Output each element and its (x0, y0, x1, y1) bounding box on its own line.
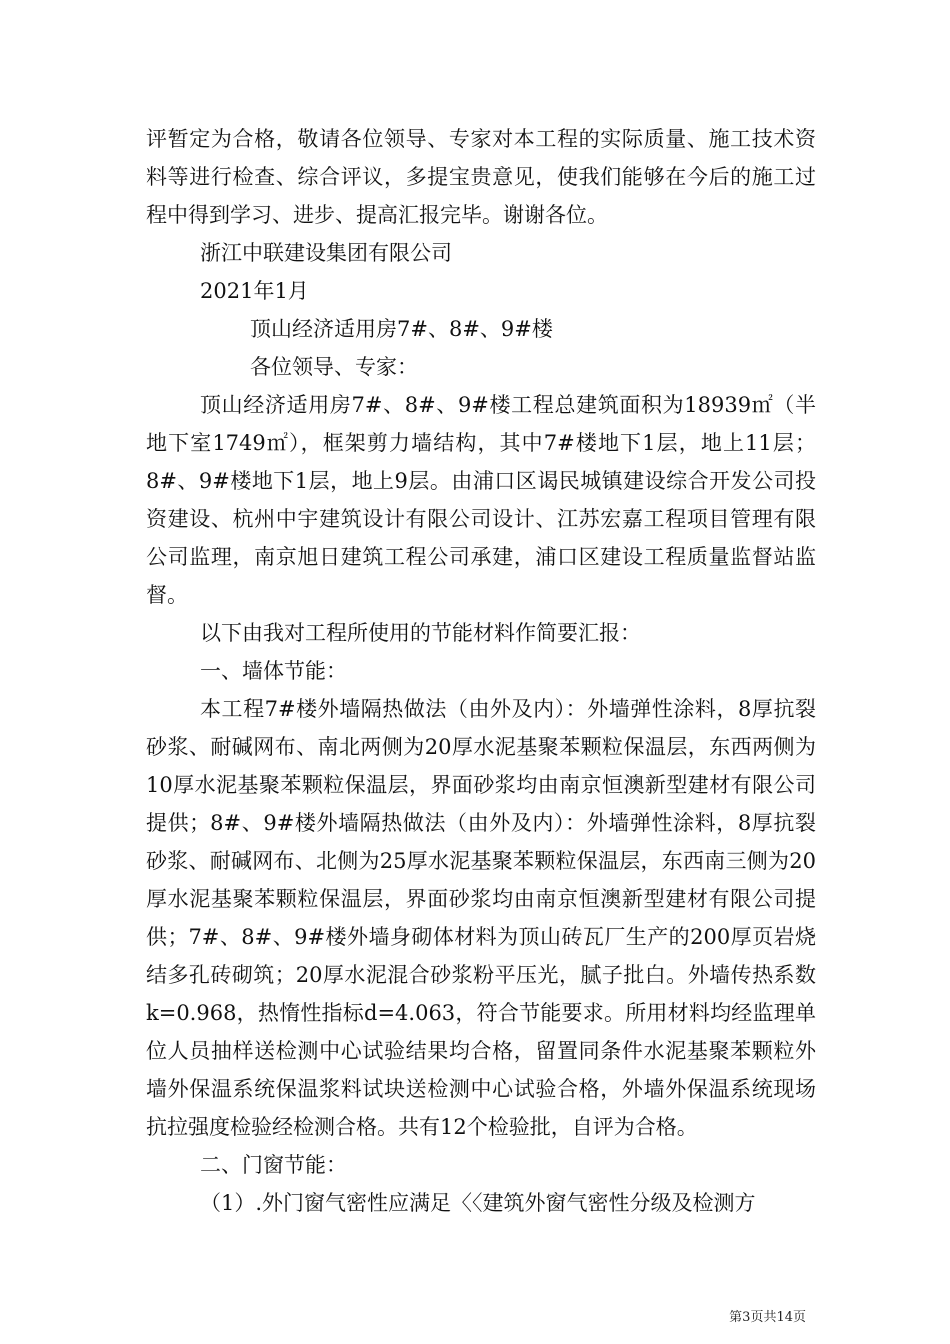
paragraph-intro: 以下由我对工程所使用的节能材料作简要汇报： (200, 621, 641, 645)
company-name: 浙江中联建设集团有限公司 (200, 241, 452, 265)
document-body (146, 120, 816, 1222)
paragraph-1: 评暂定为合格，敬请各位领导、专家对本工程的实际质量、施工技术资料等进行检查、综合评议，多提宝贵意见，使我们能够在今后的施工过程中得到学习、进步、提高汇报完毕。谢谢各位。 (146, 127, 816, 227)
salutation: 各位领导、专家： (250, 355, 418, 379)
paragraph-window-details: （1）.外门窗气密性应满足〈〈建筑外窗气密性分级及检测方 (200, 1191, 756, 1215)
date-line: 2021年1月 (200, 279, 309, 303)
heading-wall-energy: 一、墙体节能： (200, 659, 347, 683)
paragraph-wall-details: 本工程7#楼外墙隔热做法（由外及内）：外墙弹性涂料，8厚抗裂砂浆、耐碱网布、南北两侧为20厚水泥基聚苯颗粒保温层，东西两侧为10厚水泥基聚苯颗粒保温层，界面砂浆均由南京恒澳新型建材有限公司提供；8#、9#楼外墙隔热做法（由外及内）：外墙弹性涂料，8厚抗裂砂浆、耐碱网布、北侧为25厚水泥基聚苯颗粒保温层，东西南三侧为20厚水泥基聚苯颗粒保温层，界面砂浆均由南京恒澳新型建材有限公司提供；7#、8#、9#楼外墙身砌体材料为顶山砖瓦厂生产的200厚页岩烧结多孔砖砌筑；20厚水泥混合砂浆粉平压光，腻子批白。外墙传热系数k=0.968，热惰性指标d=4.063，符合节能要求。所用材料均经监理单位人员抽样送检测中心试验结果均合格，留置同条件水泥基聚苯颗粒外墙外保温系统保温浆料试块送检测中心试验合格，外墙外保温系统现场抗拉强度检验经检测合格。共有12个检验批，自评为合格。 (146, 697, 816, 1139)
paragraph-project-overview: 顶山经济适用房7#、8#、9#楼工程总建筑面积为18939㎡（半地下室1749㎡），框架剪力墙结构，其中7#楼地下1层，地上11层；8#、9#楼地下1层，地上9层。由浦口区谒民城镇建设综合开发公司投资建设、杭州中宇建筑设计有限公司设计、江苏宏嘉工程项目管理有限公司监理，南京旭日建筑工程公司承建，浦口区建设工程质量监督站监督。 (146, 393, 816, 607)
heading-window-energy: 二、门窗节能： (200, 1153, 347, 1177)
section-title: 顶山经济适用房7#、8#、9#楼 (250, 317, 553, 341)
page-number: 第3页共14页 (729, 1310, 806, 1325)
